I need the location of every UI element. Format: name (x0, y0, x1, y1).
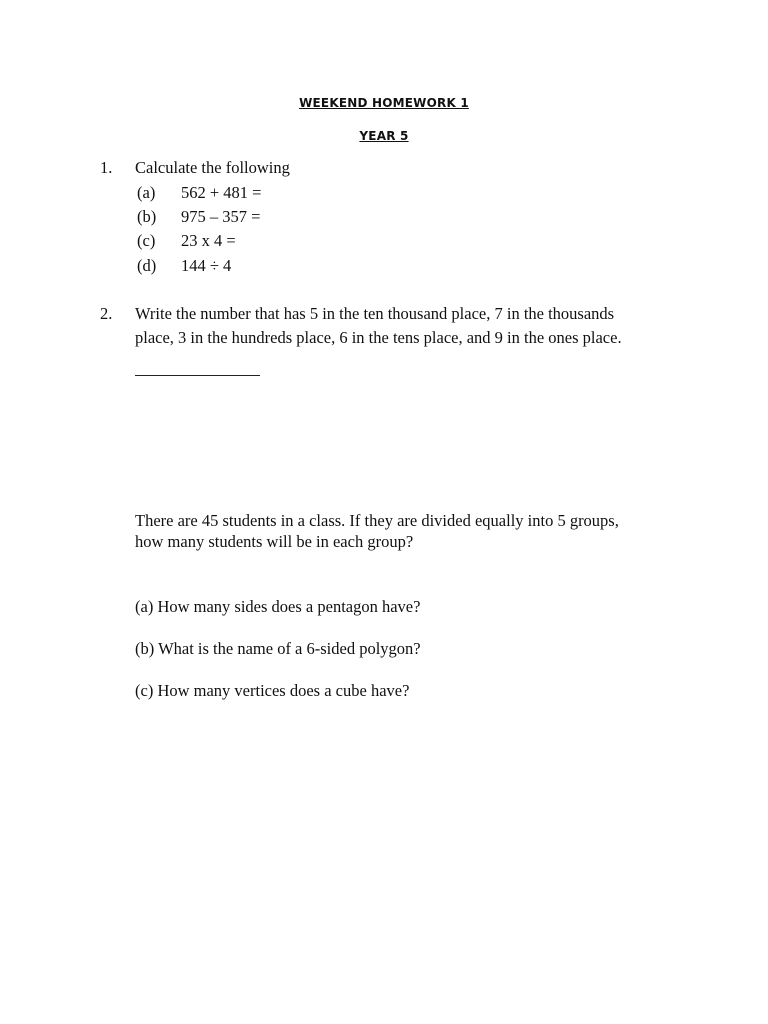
q1-item-c-text: 23 x 4 = (181, 231, 236, 250)
q1-item-b-text: 975 – 357 = (181, 207, 261, 226)
question-4-item-c: (c) How many vertices does a cube have? (135, 681, 410, 700)
question-2-number: 2. (100, 304, 113, 323)
question-3-line-1: There are 45 students in a class. If they are divided equally into 5 groups, (135, 511, 619, 530)
question-1-number: 1. (100, 158, 113, 177)
q1-item-b-label: (b) (137, 207, 157, 226)
question-4-item-a: (a) How many sides does a pentagon have? (135, 597, 421, 616)
page-title: WEEKEND HOMEWORK 1 (299, 96, 469, 110)
q1-item-a-label: (a) (137, 183, 156, 202)
question-2-line-1: Write the number that has 5 in the ten thousand place, 7 in the thousands (135, 304, 615, 323)
q1-item-d-text: 144 ÷ 4 (181, 256, 232, 275)
q1-item-d-label: (d) (137, 256, 157, 275)
q1-item-a-text: 562 + 481 = (181, 183, 262, 202)
question-3-line-2: how many students will be in each group? (135, 532, 414, 551)
q1-item-c-label: (c) (137, 231, 156, 250)
year-heading: YEAR 5 (359, 129, 409, 143)
question-4-item-b: (b) What is the name of a 6-sided polygon? (135, 639, 421, 658)
question-1-prompt: Calculate the following (135, 158, 290, 177)
answer-blank-line (135, 375, 260, 376)
question-2-line-2: place, 3 in the hundreds place, 6 in the tens place, and 9 in the ones place. (135, 328, 622, 347)
